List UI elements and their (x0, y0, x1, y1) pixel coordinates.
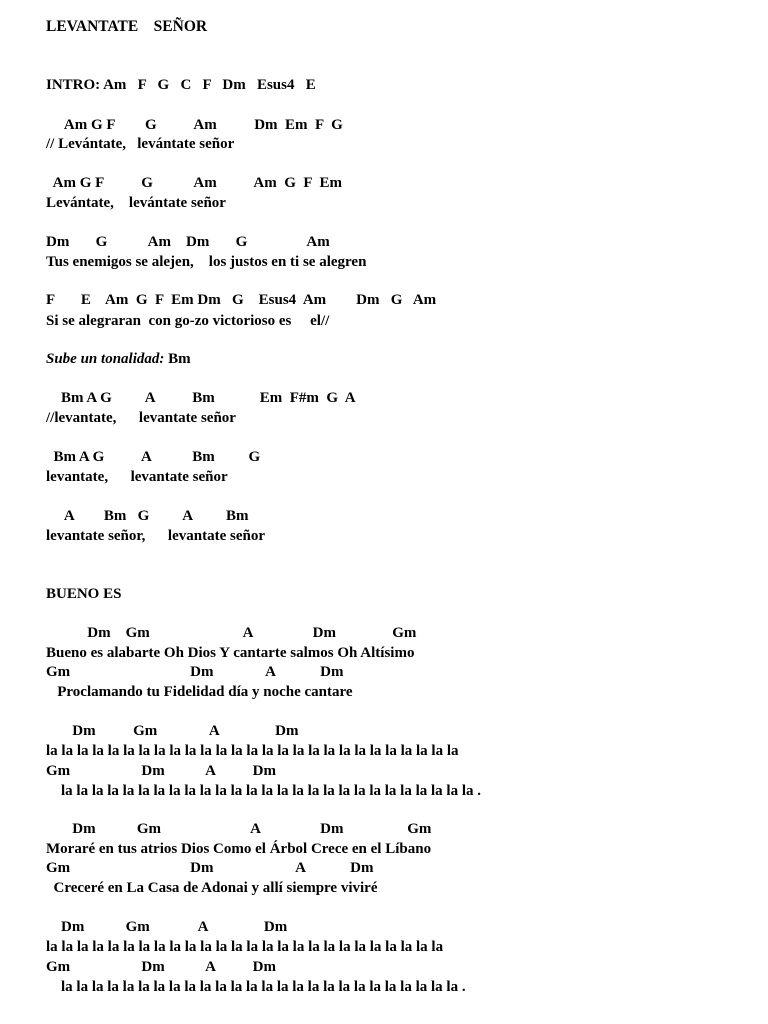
lyric-line: levantate, levantate señor (46, 469, 228, 485)
lyric-line: Bueno es alabarte Oh Dios Y cantarte salmos Oh Altísimo (46, 645, 415, 661)
lyric-line: Si se alegraran con go-zo victorioso es el// (46, 313, 330, 329)
chord-line: Dm Gm A Dm (46, 723, 299, 739)
lyric-line: Creceré en La Casa de Adonai y allí siempre viviré (46, 880, 378, 896)
chord-line: Dm G Am Dm G Am (46, 234, 330, 250)
intro-label: INTRO: (46, 77, 101, 93)
intro-line (46, 76, 316, 95)
chord-line: Dm Gm A Dm Gm (46, 821, 432, 837)
modulation-line (46, 350, 191, 369)
chord-line: Dm Gm A Dm (46, 919, 288, 935)
lyric-line: Moraré en tus atrios Dios Como el Árbol Crece en el Líbano (46, 841, 432, 857)
chord-line: Bm A G A Bm G (46, 449, 261, 465)
chord-line: Gm Dm A Dm (46, 763, 276, 779)
song-title: LEVANTATE SEÑOR (46, 18, 208, 35)
lyric-line: Levántate, levántate señor (46, 195, 226, 211)
chord-line: Am G F G Am Am G F Em (46, 175, 342, 191)
intro-chords: Am F G C F Dm Esus4 E (100, 77, 316, 93)
lyric-line: Proclamando tu Fidelidad día y noche cantare (46, 684, 353, 700)
section-title-bueno-es: BUENO ES (46, 586, 122, 602)
chord-line: Dm Gm A Dm Gm (46, 625, 417, 641)
lyric-line: Tus enemigos se alejen, los justos en ti se alegren (46, 254, 367, 270)
chord-line: A Bm G A Bm (46, 508, 249, 524)
modulation-key: Bm (164, 351, 191, 367)
lyric-line: la la la la la la la la la la la la la la la la la la la la la la la la la la la . (46, 783, 482, 799)
chord-line: Gm Dm A Dm (46, 860, 374, 876)
lyric-line: la la la la la la la la la la la la la la la la la la la la la la la la la la la (46, 743, 459, 759)
lyric-line: //levantate, levantate señor (46, 410, 236, 426)
lyric-line: la la la la la la la la la la la la la la la la la la la la la la la la la la (46, 939, 444, 955)
lyric-line: // Levántate, levántate señor (46, 136, 235, 152)
chord-line: Gm Dm A Dm (46, 959, 276, 975)
chord-line: Gm Dm A Dm (46, 664, 344, 680)
modulation-label: Sube un tonalidad: (46, 351, 165, 367)
chord-line: Bm A G A Bm Em F#m G A (46, 390, 356, 406)
chord-line: Am G F G Am Dm Em F G (46, 117, 343, 133)
lyric-line: levantate señor, levantate señor (46, 528, 265, 544)
lyric-line: la la la la la la la la la la la la la la la la la la la la la la la la la la . (46, 979, 466, 995)
chord-line: F E Am G F Em Dm G Esus4 Am Dm G Am (46, 292, 437, 308)
